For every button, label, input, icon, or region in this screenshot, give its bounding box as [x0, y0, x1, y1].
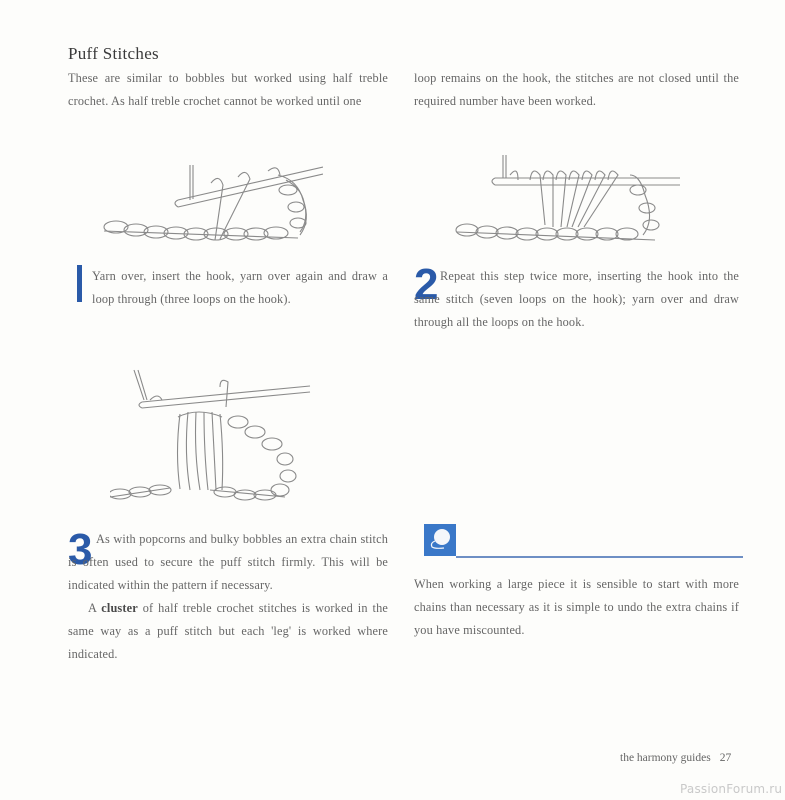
tip-text: When working a large piece it is sensible to start with more chains than necessary as it is simple to undo the extra chains if you have miscounted.	[414, 577, 739, 637]
step-1-number-marker	[77, 265, 82, 302]
step-3-illustration	[110, 362, 340, 512]
cluster-note	[68, 597, 388, 666]
cluster-term: cluster	[101, 601, 138, 615]
step-3-text: As with popcorns and bulky bobbles an extra chain stitch is often used to secure the puff stitch firmly. This will be indicated within the pattern if necessary.	[68, 532, 388, 592]
page-number: 27	[719, 752, 732, 764]
cluster-prefix: A	[88, 601, 102, 615]
cluster-suffix: of half treble crochet stitches is worked in the same way as a puff stitch but each 'leg' is worked where indicated.	[68, 601, 389, 661]
step-2-text: Repeat this step twice more, inserting the hook into the same stitch (seven loops on the hook); yarn over and draw through all the loops on the hook.	[414, 269, 739, 329]
step-2-number: 2	[414, 260, 439, 309]
yarn-ball-icon	[424, 524, 456, 556]
step-2-illustration	[455, 150, 685, 245]
intro-left-column: These are similar to bobbles but worked using half treble crochet. As half treble crochet cannot be worked until one	[68, 71, 388, 108]
section-title: Puff Stitches	[68, 44, 159, 63]
step-1-text: Yarn over, insert the hook, yarn over again and draw a loop through (three loops on the hook).	[92, 269, 388, 306]
page-footer	[620, 752, 731, 764]
watermark: PassionForum.ru	[680, 782, 783, 796]
step-3-number: 3	[68, 525, 93, 574]
intro-right-column: loop remains on the hook, the stitches are not closed until the required number have been worked.	[414, 71, 739, 108]
book-title: the harmony guides	[620, 752, 711, 764]
tip-divider	[456, 556, 743, 558]
step-1-illustration	[98, 155, 323, 250]
